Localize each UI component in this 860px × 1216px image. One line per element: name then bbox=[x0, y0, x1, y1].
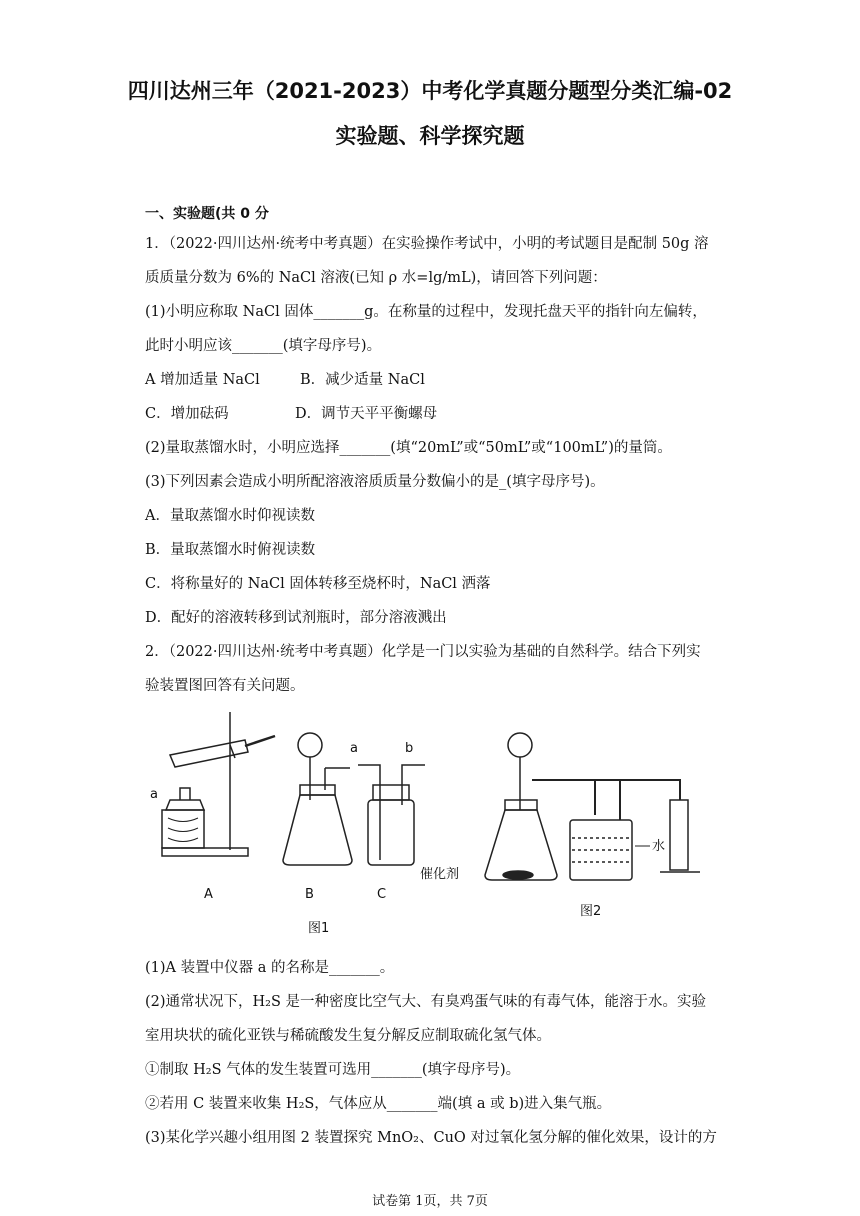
alcohol-lamp bbox=[166, 800, 204, 810]
q2-part2-line1: (2)通常状况下，H₂S 是一种密度比空气大、有臭鸡蛋气味的有毒气体，能溶于水。实验 bbox=[145, 994, 707, 1010]
label-apparatus-a: A bbox=[204, 887, 213, 902]
page-footer: 试卷第 1页，共 7页 bbox=[372, 1194, 488, 1209]
lamp-wick bbox=[180, 788, 190, 800]
q1-part3-option-c: C．将称量好的 NaCl 固体转移至烧杯时，NaCl 洒落 bbox=[145, 576, 491, 592]
section-heading: 一、实验题(共 0 分 bbox=[145, 206, 269, 222]
q1-option-d: D．调节天平平衡螺母 bbox=[295, 406, 438, 422]
wood-block bbox=[162, 810, 204, 848]
q1-part3-option-a: A．量取蒸馏水时仰视读数 bbox=[145, 508, 315, 524]
document-title-line1: 四川达州三年（2021-2023）中考化学真题分题型分类汇编-02 bbox=[127, 79, 733, 103]
q1-part2: (2)量取蒸馏水时，小明应选择_______(填“20mL”或“50mL”或“100mL”)的量筒。 bbox=[145, 440, 672, 456]
bottle-c bbox=[368, 800, 414, 865]
q1-part1-line2: 此时小明应该_______(填字母序号)。 bbox=[145, 338, 382, 354]
q1-stem-line2: 质质量分数为 6%的 NaCl 溶液(已知 ρ 水=lg/mL)，请回答下列问题： bbox=[145, 270, 607, 286]
q2-part3: (3)某化学兴趣小组用图 2 装置探究 MnO₂、CuO 对过氧化氢分解的催化效果，设计的方 bbox=[145, 1130, 717, 1146]
apparatus-figure bbox=[140, 700, 740, 945]
delivery-tube bbox=[245, 736, 275, 746]
q1-stem-line1: 1．（2022·四川达州·统考中考真题）在实验操作考试中，小明的考试题目是配制 50g 溶 bbox=[145, 236, 709, 252]
label-c-b: b bbox=[405, 741, 414, 756]
document-title-line2: 实验题、科学探究题 bbox=[335, 124, 525, 148]
q1-part3-option-b: B．量取蒸馏水时俯视读数 bbox=[145, 542, 316, 558]
flask-b bbox=[283, 795, 352, 865]
q1-part1-line1: (1)小明应称取 NaCl 固体_______g。在称量的过程中，发现托盘天平的指针向左偏转， bbox=[145, 304, 707, 320]
q2-part2-line2: 室用块状的硫化亚铁与稀硫酸发生复分解反应制取硫化氢气体。 bbox=[145, 1028, 551, 1044]
label-a: a bbox=[150, 787, 158, 802]
label-apparatus-b: B bbox=[305, 887, 314, 902]
graduated-cylinder bbox=[670, 800, 688, 870]
label-apparatus-c: C bbox=[377, 887, 387, 902]
stand-base bbox=[162, 848, 248, 856]
figure1-caption: 图1 bbox=[308, 921, 330, 936]
funnel-b bbox=[298, 733, 322, 757]
catalyst-blob bbox=[503, 871, 533, 879]
q2-stem-line1: 2．（2022·四川达州·统考中考真题）化学是一门以实验为基础的自然科学。结合下列实 bbox=[145, 644, 701, 660]
stopper-b bbox=[300, 785, 335, 795]
q2-stem-line2: 验装置图回答有关问题。 bbox=[145, 678, 305, 694]
q2-part2-item2: ②若用 C 装置来收集 H₂S，气体应从_______端(填 a 或 b)进入集气瓶。 bbox=[145, 1096, 612, 1112]
q1-part3: (3)下列因素会造成小明所配溶液溶质质量分数偏小的是_(填字母序号)。 bbox=[145, 474, 605, 490]
flask-fig2 bbox=[485, 810, 557, 880]
tube-c-a bbox=[358, 765, 380, 860]
water-label: 水 bbox=[652, 839, 666, 854]
apparatus-diagram bbox=[140, 700, 740, 945]
catalyst-label: 催化剂 bbox=[420, 867, 460, 882]
q1-option-a: A 增加适量 NaCl bbox=[145, 372, 260, 388]
stopper-c bbox=[373, 785, 409, 800]
q2-part1: (1)A 装置中仪器 a 的名称是_______。 bbox=[145, 960, 395, 976]
label-c-a: a bbox=[350, 741, 358, 756]
figure2-caption: 图2 bbox=[580, 904, 602, 919]
q1-option-b: B．减少适量 NaCl bbox=[300, 372, 425, 388]
q2-part2-item1: ①制取 H₂S 气体的发生装置可选用_______(填字母序号)。 bbox=[145, 1062, 521, 1078]
q1-part3-option-d: D．配好的溶液转移到试剂瓶时，部分溶液溅出 bbox=[145, 610, 447, 626]
test-tube bbox=[170, 740, 248, 767]
q1-option-c: C．增加砝码 bbox=[145, 406, 229, 422]
